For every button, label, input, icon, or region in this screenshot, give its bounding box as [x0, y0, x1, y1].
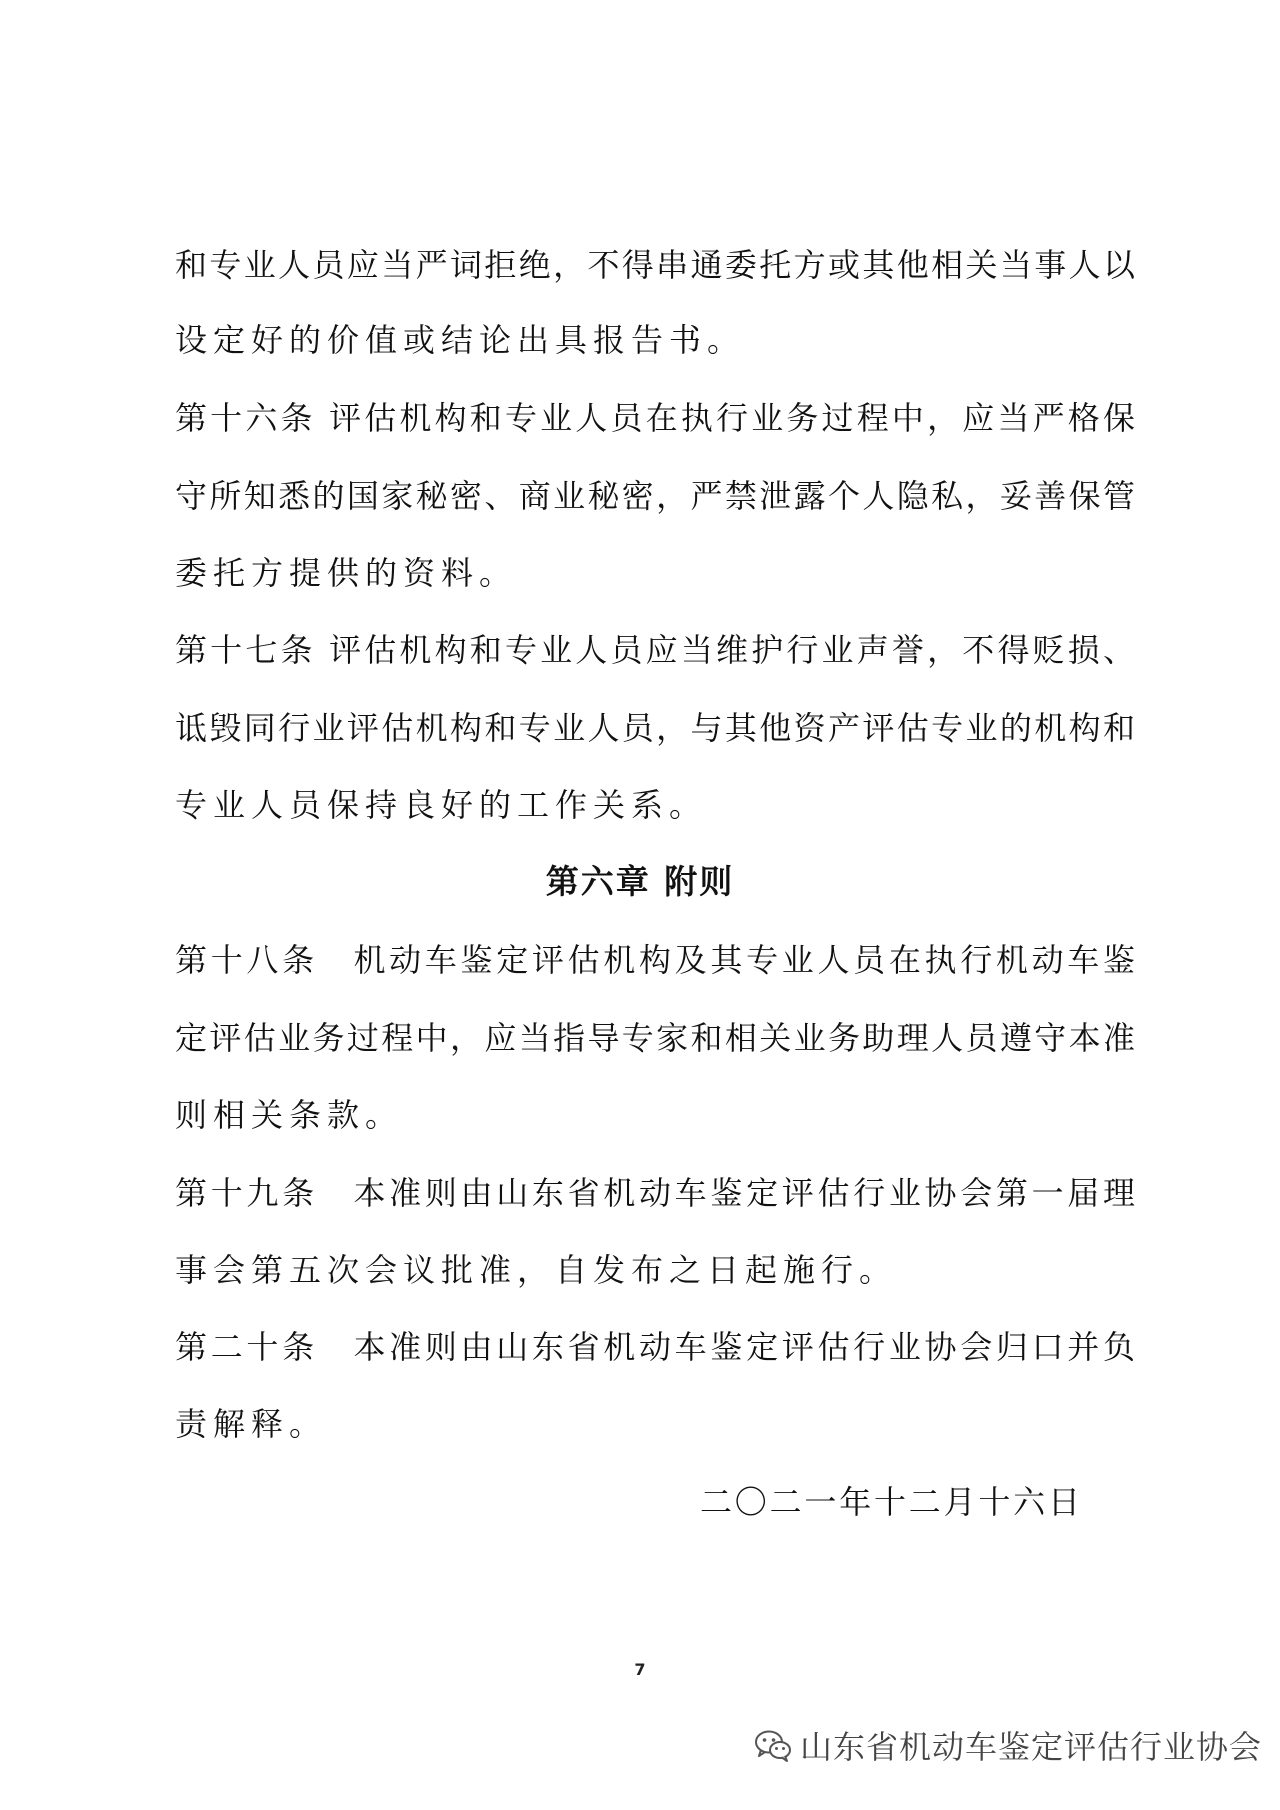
- body-line: 设定好的价值或结论出具报告书。: [175, 321, 746, 359]
- watermark-text: 山东省机动车鉴定评估行业协会: [800, 1728, 1263, 1766]
- body-line: 则相关条款。: [175, 1096, 404, 1134]
- body-line: 委托方提供的资料。: [175, 554, 518, 592]
- watermark: [752, 1720, 1262, 1770]
- body-line: 事会第五次会议批准，自发布之日起施行。: [175, 1251, 898, 1289]
- wechat-icon: [752, 1724, 794, 1766]
- chapter-heading: 第六章 附则: [545, 862, 735, 901]
- body-line: 和专业人员应当严词拒绝，不得串通委托方或其他相关当事人以: [175, 246, 1135, 284]
- body-line: 专业人员保持良好的工作关系。: [175, 786, 708, 824]
- article-18-line: 第十八条 机动车鉴定评估机构及其专业人员在执行机动车鉴: [175, 941, 1135, 979]
- article-16-line: 第十六条 评估机构和专业人员在执行业务过程中，应当严格保: [175, 399, 1135, 437]
- article-19-line: 第十九条 本准则由山东省机动车鉴定评估行业协会第一届理: [175, 1174, 1135, 1212]
- article-17-line: 第十七条 评估机构和专业人员应当维护行业声誉，不得贬损、: [175, 631, 1135, 669]
- body-line: 守所知悉的国家秘密、商业秘密，严禁泄露个人隐私，妥善保管: [175, 477, 1135, 515]
- body-line: 诋毁同行业评估机构和专业人员，与其他资产评估专业的机构和: [175, 709, 1135, 747]
- body-line: 定评估业务过程中，应当指导专家和相关业务助理人员遵守本准: [175, 1019, 1135, 1057]
- document-date: 二〇二一年十二月十六日: [700, 1483, 1080, 1521]
- article-20-line: 第二十条 本准则由山东省机动车鉴定评估行业协会归口并负: [175, 1328, 1135, 1366]
- body-line: 责解释。: [175, 1405, 328, 1443]
- page-number: 7: [634, 1660, 646, 1679]
